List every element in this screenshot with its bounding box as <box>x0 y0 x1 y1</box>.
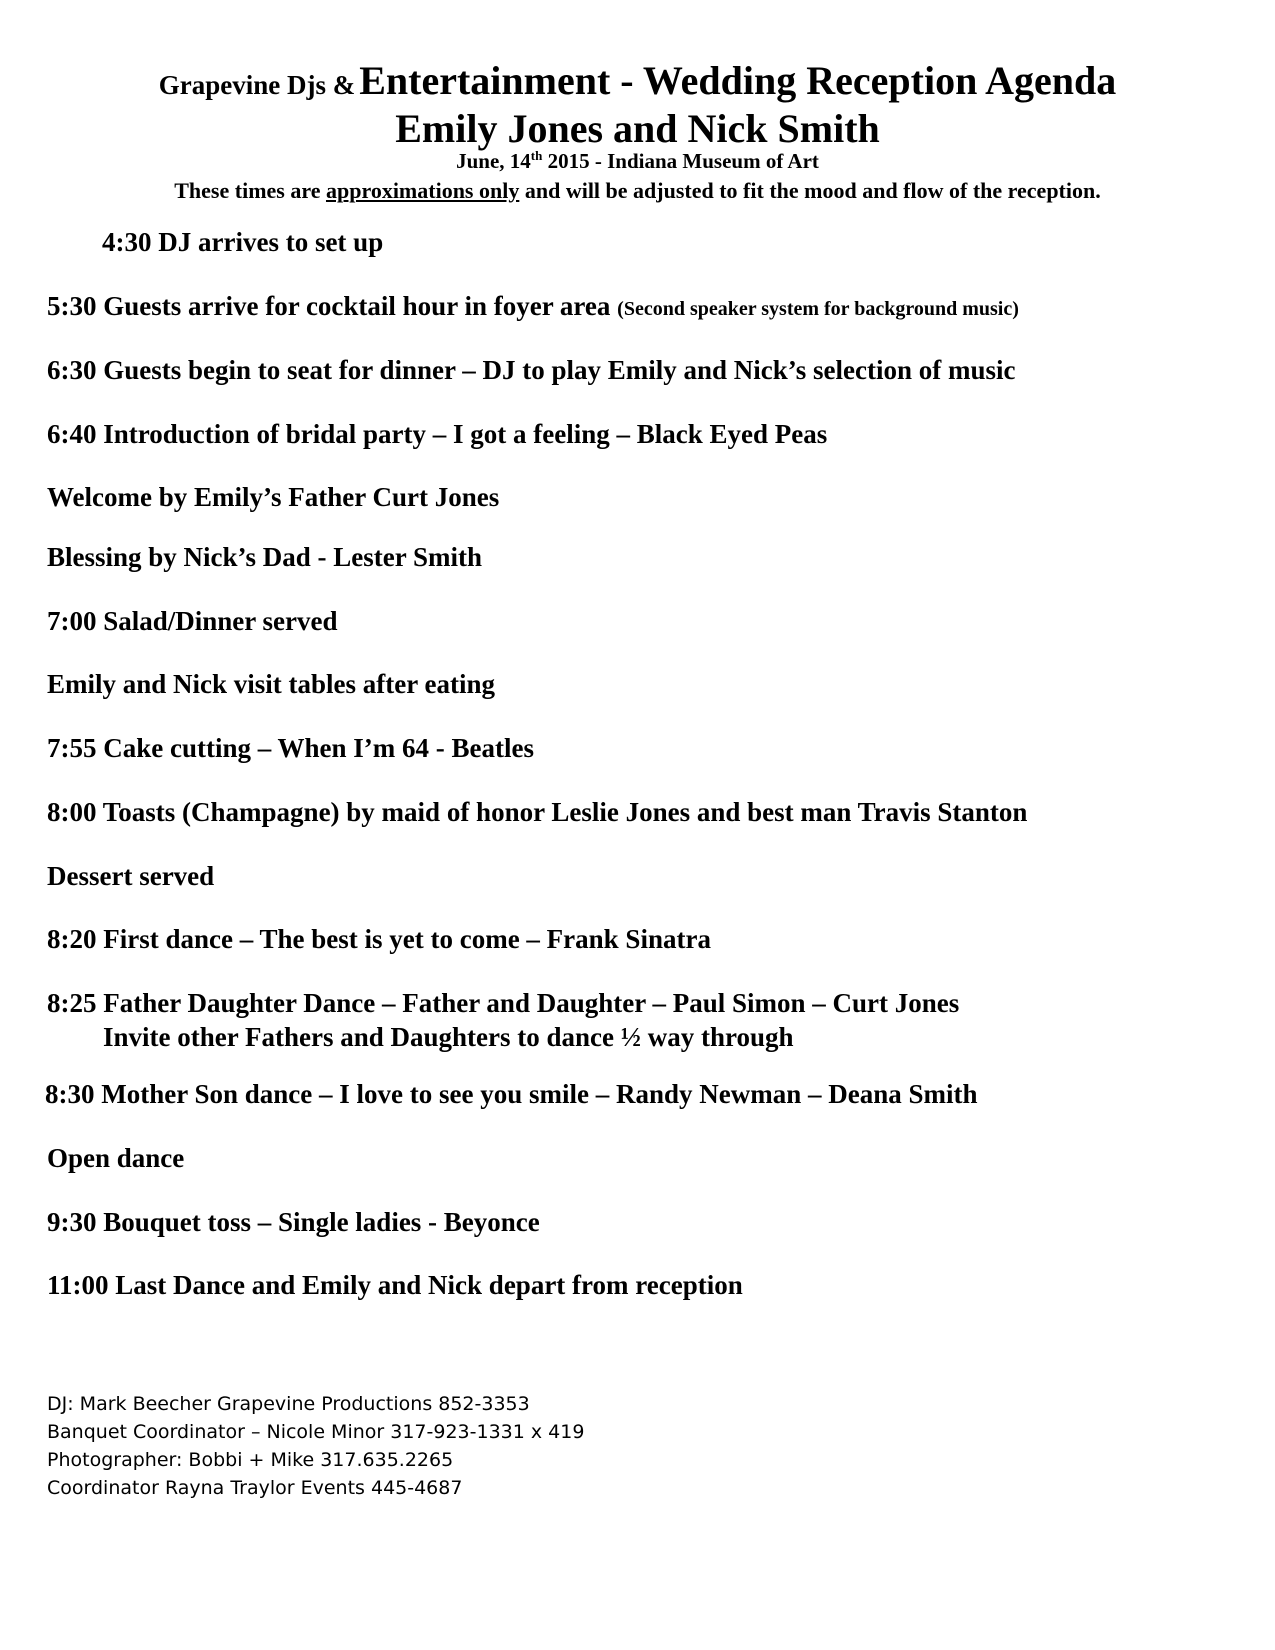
contact-banquet-coordinator: Banquet Coordinator – Nicole Minor 317-923-1331 x 419 <box>47 1421 585 1443</box>
company-name: Grapevine Djs & <box>158 70 356 100</box>
contact-photographer: Photographer: Bobbi + Mike 317.635.2265 <box>47 1449 454 1471</box>
agenda-item-text: 11:00 Last Dance and Emily and Nick depart from reception <box>47 1270 743 1300</box>
agenda-item <box>102 225 383 259</box>
agenda-item-text: 6:30 Guests begin to seat for dinner – DJ to play Emily and Nick’s selection of music <box>47 355 1016 385</box>
agenda-item <box>47 859 214 893</box>
agenda-item <box>47 795 1027 829</box>
agenda-item-text: 6:40 Introduction of bridal party – I got a feeling – Black Eyed Peas <box>47 419 828 449</box>
agenda-item-text: 9:30 Bouquet toss – Single ladies - Beyonce <box>47 1207 540 1237</box>
contact-list <box>47 1390 584 1502</box>
agenda-title: Entertainment - Wedding Reception Agenda <box>359 58 1117 103</box>
agenda-item <box>47 986 959 1054</box>
agenda-item-text: 8:30 Mother Son dance – I love to see you smile – Randy Newman – Deana Smith <box>45 1079 978 1109</box>
agenda-item <box>47 1141 184 1175</box>
agenda-item <box>47 417 827 451</box>
note-underlined: approximations only <box>325 178 520 203</box>
date-ordinal-suffix: th <box>530 148 543 163</box>
note-after: and will be adjusted to fit the mood and flow of the reception. <box>519 178 1101 203</box>
agenda-item-text: 8:20 First dance – The best is yet to come – Frank Sinatra <box>47 924 711 954</box>
agenda-item <box>47 289 1019 326</box>
agenda-item-text: Emily and Nick visit tables after eating <box>47 669 495 699</box>
agenda-item <box>47 604 338 638</box>
agenda-item-text: 7:00 Salad/Dinner served <box>47 606 338 636</box>
contact-event-coordinator: Coordinator Rayna Traylor Events 445-4687 <box>47 1477 463 1499</box>
date-prefix: June, 14 <box>456 149 531 173</box>
date-suffix-venue: 2015 - Indiana Museum of Art <box>542 149 819 173</box>
agenda-item-subtext: Invite other Fathers and Daughters to dance ½ way through <box>103 1022 794 1052</box>
agenda-item-text: 8:00 Toasts (Champagne) by maid of honor Leslie Jones and best man Travis Stanton <box>47 797 1028 827</box>
couple-names: Emily Jones and Nick Smith <box>395 106 880 151</box>
event-date-venue <box>0 148 1275 174</box>
agenda-item <box>47 1268 743 1302</box>
agenda-item <box>45 1077 978 1111</box>
agenda-item <box>47 480 499 514</box>
agenda-item <box>47 353 1016 387</box>
contact-dj: DJ: Mark Beecher Grapevine Productions 852-3353 <box>47 1393 530 1415</box>
agenda-item-text: Open dance <box>47 1143 185 1173</box>
agenda-item-text: Blessing by Nick’s Dad - Lester Smith <box>47 542 483 572</box>
agenda-item <box>47 667 495 701</box>
timing-note <box>0 177 1275 205</box>
agenda-item-text: 5:30 Guests arrive for cocktail hour in foyer area <box>47 291 618 321</box>
agenda-item <box>47 1205 540 1239</box>
agenda-item-text: 4:30 DJ arrives to set up <box>102 227 384 257</box>
note-before: These times are <box>174 178 326 203</box>
agenda-item <box>47 922 711 956</box>
agenda-item <box>47 540 482 574</box>
agenda-item-text: 8:25 Father Daughter Dance – Father and Daughter – Paul Simon – Curt Jones <box>47 988 960 1018</box>
agenda-item-text: Dessert served <box>47 861 215 891</box>
agenda-item-text: 7:55 Cake cutting – When I’m 64 - Beatles <box>47 733 534 763</box>
agenda-item-aside: (Second speaker system for background music) <box>617 298 1019 320</box>
agenda-item-text: Welcome by Emily’s Father Curt Jones <box>47 482 500 512</box>
agenda-item <box>47 731 534 765</box>
